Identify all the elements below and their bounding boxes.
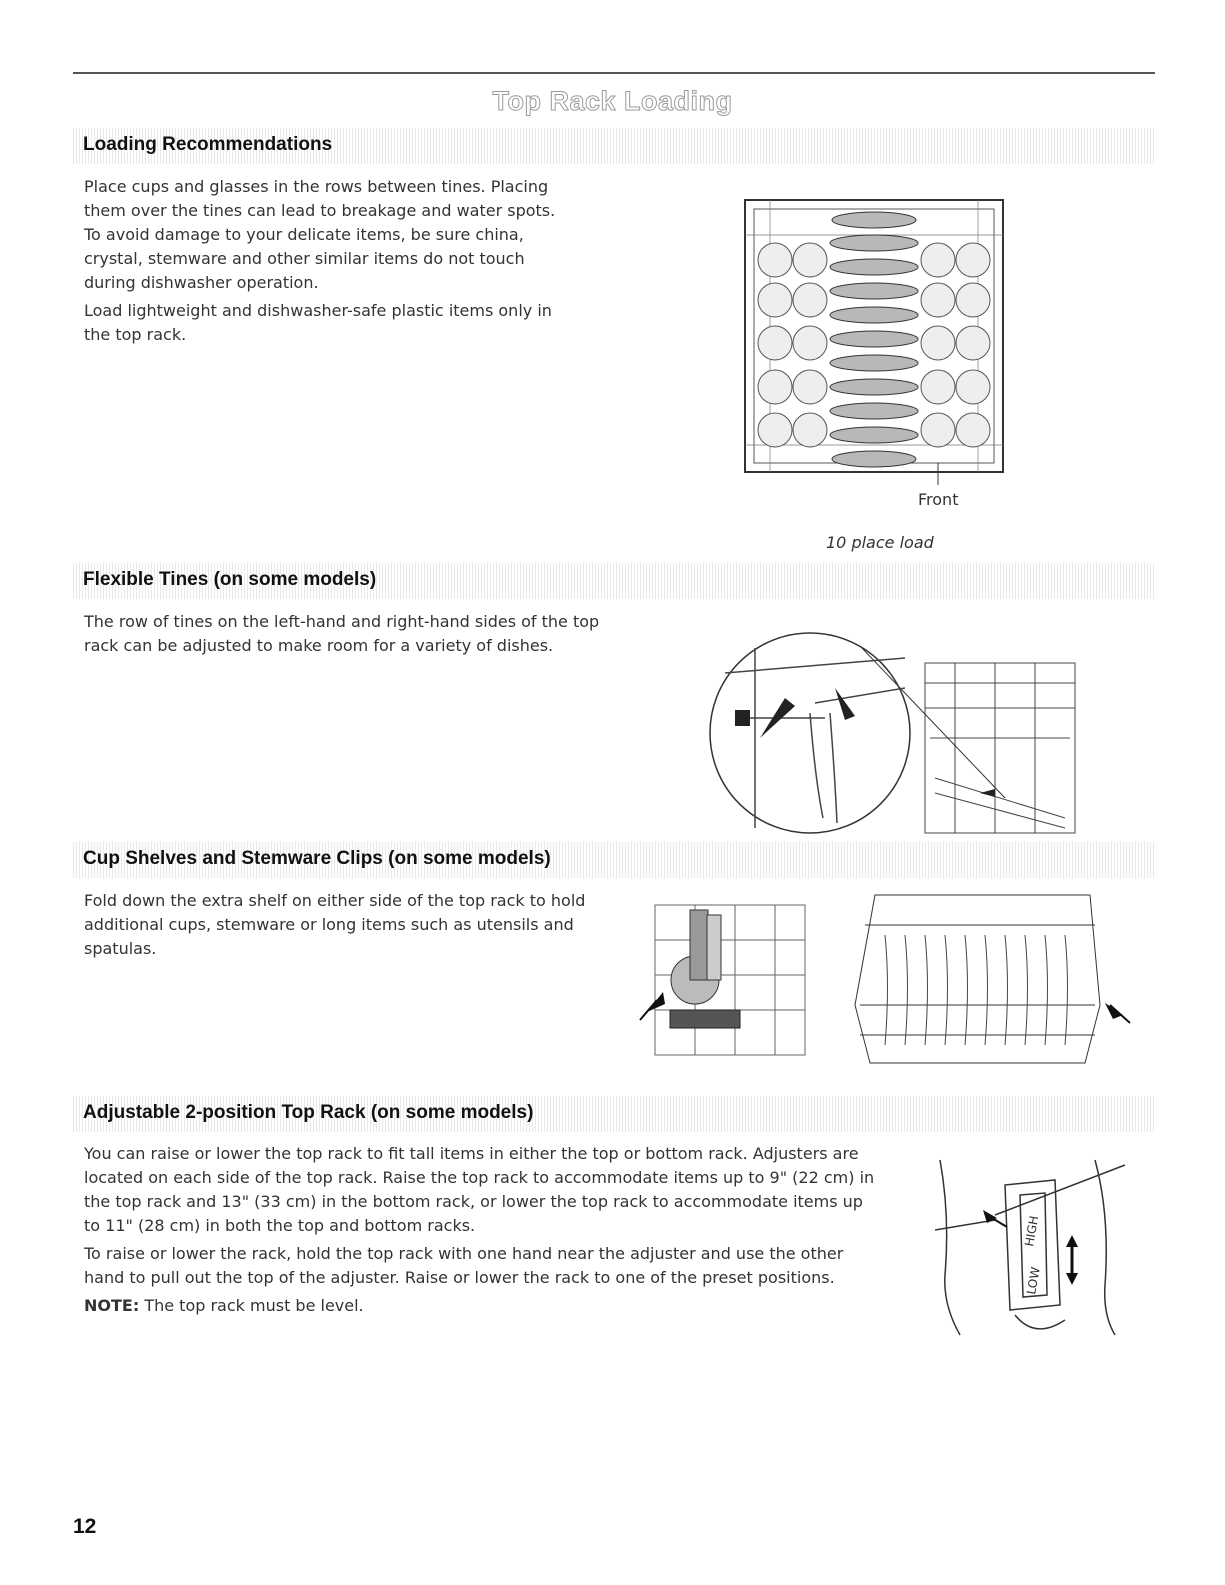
note-text: The top rack must be level. (139, 1296, 364, 1315)
section-bar-cup-shelves (73, 842, 1155, 878)
stemware-clip-rack-figure (845, 885, 1135, 1070)
paragraph: Load lightweight and dishwasher-safe plastic items only in the top rack. (84, 301, 552, 344)
figure-caption: 10 place load (826, 533, 934, 552)
section-bar-flexible-tines (73, 563, 1155, 599)
section-body (84, 889, 604, 965)
cup-shelf-figure (635, 900, 810, 1060)
section-heading: Flexible Tines (on some models) (83, 569, 377, 590)
paragraph: You can raise or lower the top rack to fit tall items in either the top or bottom rack. Adjusters are located on each side of the top rack. Raise the top rack to accommodate items up to 9" (22 cm) in the top rack and 13" (33 cm) in the bottom rack, or lower the top rack to accommodate items up to 11" (28 cm) in both the top and bottom racks. (84, 1144, 875, 1235)
section-body (84, 610, 624, 662)
low-label: LOW (1024, 1265, 1043, 1296)
paragraph: Place cups and glasses in the rows between tines. Placing them over the tines can lead to breakage and water spots. To avoid damage to your delicate items, be sure china, crystal, stemware and other similar items do not touch during dishwasher operation. (84, 177, 556, 292)
section-bar-loading-recommendations (73, 128, 1155, 164)
front-label: Front (918, 490, 959, 509)
paragraph: To raise or lower the rack, hold the top rack with one hand near the adjuster and use the other hand to pull out the top of the adjuster. Raise or lower the rack to one of the preset positions. (84, 1244, 844, 1287)
note-label: NOTE: (84, 1296, 140, 1315)
section-heading: Adjustable 2-position Top Rack (on some models) (83, 1102, 534, 1123)
paragraph: The row of tines on the left-hand and right-hand sides of the top rack can be adjusted to make room for a variety of dishes. (84, 612, 600, 655)
page-number: 12 (73, 1515, 97, 1538)
section-body (84, 1142, 884, 1322)
section-heading: Loading Recommendations (83, 134, 333, 155)
paragraph: Fold down the extra shelf on either side of the top rack to hold additional cups, stemware or long items such as utensils and spatulas. (84, 891, 586, 958)
rack-adjuster-figure (935, 1155, 1135, 1340)
note (84, 1294, 884, 1318)
flexible-tines-figure (705, 618, 1080, 848)
top-rule (73, 72, 1155, 74)
page-title: Top Rack Loading (492, 86, 733, 116)
section-body (84, 175, 574, 351)
section-bar-adjustable-rack (73, 1096, 1155, 1132)
section-heading: Cup Shelves and Stemware Clips (on some models) (83, 848, 551, 869)
high-label: HIGH (1022, 1214, 1042, 1248)
top-rack-10-place-load-figure (740, 195, 1010, 485)
